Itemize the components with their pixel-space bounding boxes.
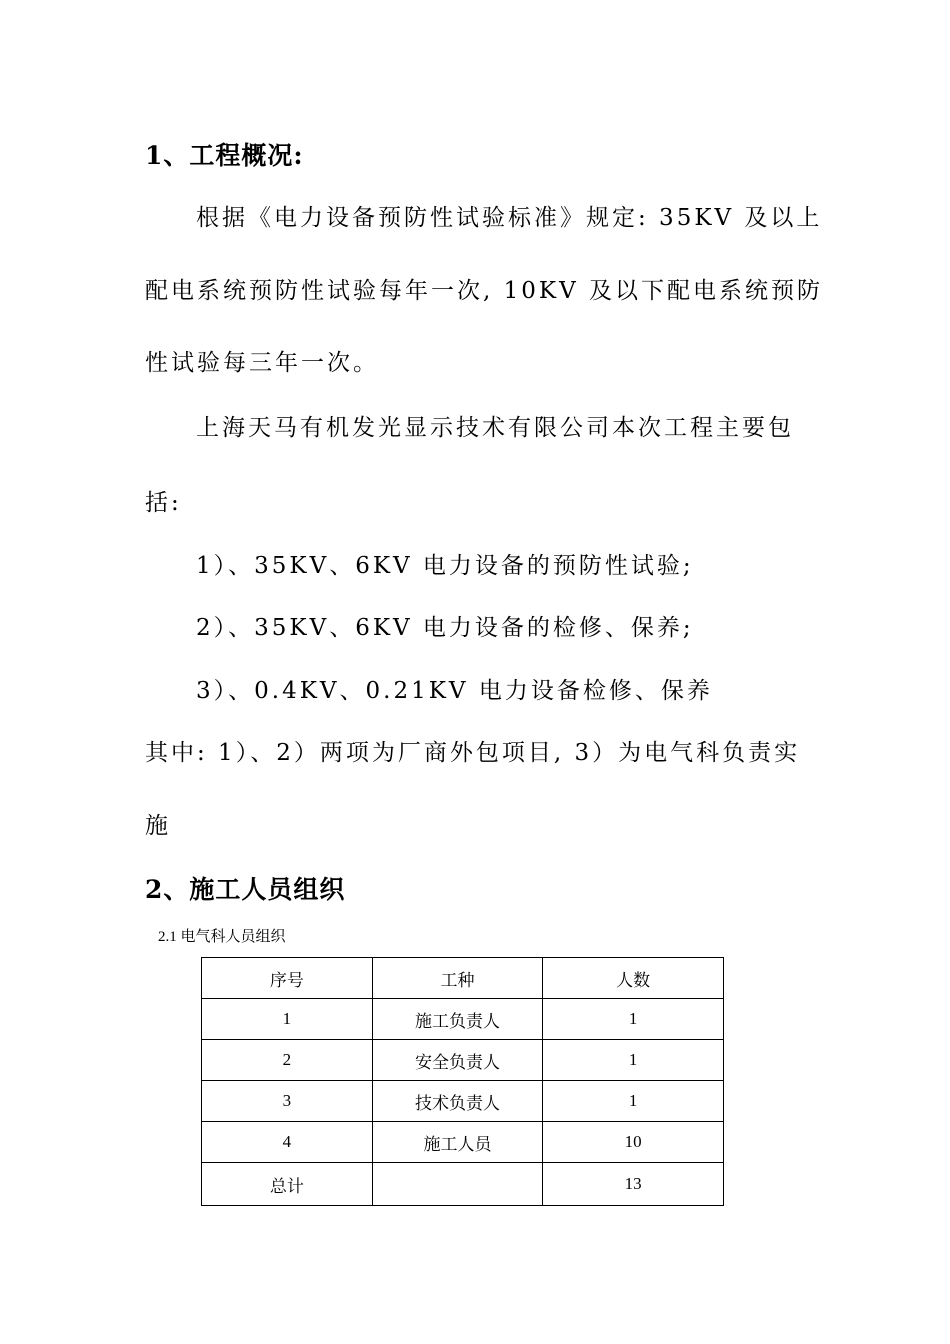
table-row <box>202 1081 724 1122</box>
table-row <box>202 999 724 1040</box>
list-item: 2）、35KV、6KV 电力设备的检修、保养; <box>196 615 694 641</box>
paragraph-line: 配电系统预防性试验每年一次, 10KV 及以下配电系统预防 <box>145 278 823 304</box>
table-cell: 安全负责人 <box>372 1040 543 1081</box>
table-row <box>202 1040 724 1081</box>
table-cell: 1 <box>543 999 724 1040</box>
paragraph-line: 上海天马有机发光显示技术有限公司本次工程主要包 <box>196 415 794 441</box>
header-cell-job-type: 工种 <box>372 958 543 999</box>
table-cell: 1 <box>543 1081 724 1122</box>
header-cell-index: 序号 <box>202 958 373 999</box>
table-cell <box>372 1163 543 1206</box>
table-cell: 1 <box>202 999 373 1040</box>
table-cell: 4 <box>202 1122 373 1163</box>
table-cell: 10 <box>543 1122 724 1163</box>
table-cell: 2 <box>202 1040 373 1081</box>
table-total-row <box>202 1163 724 1206</box>
list-item: 1）、35KV、6KV 电力设备的预防性试验; <box>196 553 694 579</box>
paragraph-line: 施 <box>145 813 171 839</box>
staff-table <box>201 957 724 1206</box>
table-cell: 施工人员 <box>372 1122 543 1163</box>
table-cell: 1 <box>543 1040 724 1081</box>
section-2-heading: 2、施工人员组织 <box>145 875 346 904</box>
list-item: 3）、0.4KV、0.21KV 电力设备检修、保养 <box>196 678 713 704</box>
table-cell: 技术负责人 <box>372 1081 543 1122</box>
table-cell: 13 <box>543 1163 724 1206</box>
table-cell: 施工负责人 <box>372 999 543 1040</box>
paragraph-line: 性试验每三年一次。 <box>145 350 379 376</box>
table-cell: 总计 <box>202 1163 373 1206</box>
table-row <box>202 1122 724 1163</box>
paragraph-line: 括: <box>145 490 182 516</box>
paragraph-line: 其中: 1）、2）两项为厂商外包项目, 3）为电气科负责实 <box>145 740 801 766</box>
section-1-heading: 1、工程概况: <box>145 141 304 170</box>
header-cell-headcount: 人数 <box>543 958 724 999</box>
table-cell: 3 <box>202 1081 373 1122</box>
paragraph-line: 根据《电力设备预防性试验标准》规定: 35KV 及以上 <box>196 205 823 231</box>
table-caption: 2.1 电气科人员组织 <box>158 929 286 945</box>
table-header-row <box>202 958 724 999</box>
